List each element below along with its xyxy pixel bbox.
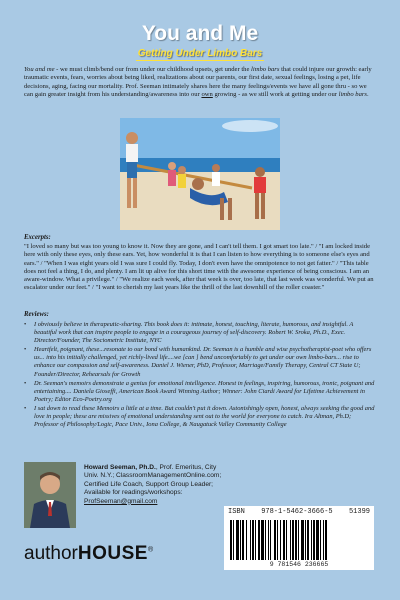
review-item (24, 405, 376, 429)
author-bio (84, 464, 230, 506)
blurb-end: . (367, 90, 369, 98)
limbo-beach-photo (120, 118, 280, 230)
book-blurb (24, 66, 376, 99)
review-text: Dr. Seeman's memoirs demonstrate a genius for emotional intelligence. Honest in feelings, inspiring, humorous, ironic, poignant and entertaining.... Daniela Gioseffi, American Book Award Winning Author; Winner: John Ciardi Award for Lifetime Achievement in Poetry; Editor Eco-Poetry.org (34, 379, 375, 403)
blurb-part1: - we must climb/bend our from under our childhood upsets, get under the (54, 66, 252, 73)
blurb-own: own (201, 90, 213, 98)
review-text: Heartfelt, poignant, these...resonate to our bond with humankind. Dr. Seeman is a humble and wise psychotherapist-poet who offers us... into his initially challenged, yet richly-lived life....we [can ] bend uncomfortably to get under our own limbo-bars... rise to enhance our compassion and self-awareness. Daniel J. Wiener, PhD, Professor, Marriage/Family Therapy, Central CT State U; Founder/Director, Rehearsals for Growth (34, 346, 372, 378)
bullet-icon: • (24, 321, 27, 328)
book-subtitle: Getting Under Limbo Bars (137, 48, 263, 59)
publisher-logo (24, 543, 153, 565)
blurb-limbo2: limbo bars (338, 90, 368, 98)
review-item (24, 346, 376, 378)
barcode-bars (230, 520, 368, 560)
publisher-suffix: HOUSE (77, 543, 148, 564)
author-name: Howard Seeman, Ph.D. (84, 464, 156, 471)
reviews-list (24, 321, 376, 430)
barcode-digits: 9 781546 236665 (269, 561, 329, 568)
review-text: I obviously believe in therapeutic-sharing. This book does it: intimate, honest, touching, literate, humorous, and insightful. A beautiful work that can inspire people to engage in a courageous journey of self-discovery. Robert W. Sroka, Ph.D., Exec. Director/Founder, The Sociometric Institute, NYC (34, 321, 354, 345)
author-photo (24, 462, 76, 528)
blurb-limbo1: limbo bars (251, 66, 280, 73)
subtitle-underline (136, 60, 264, 61)
isbn-barcode (224, 506, 374, 570)
excerpts-text: "I loved so many but was too young to know it. Now they are gone, and I can't tell them. I got smart too late." / "I am locked inside here with only these eyes, only these ears. Yet, how wonderful it is that I can listen to how everything is to someone else's eyes and ears." / "When I was eight years old I was sure I could fly. Today, I don't even have the omnipotence to not get fatter." / "This table does not feel a thing, I do, and plenty. I am lit up alive for this short time with the awesome experience of being conscious. I am an aware-window. What a privilege." / "We realize each week, after that week is over, too late, that last week was wonderful. We put an escalator under our feet." / "I want to cherish my last years like the thrill of the last downhill of the roller coaster." (24, 243, 374, 292)
review-item (24, 380, 376, 404)
isbn-number: 978-1-5462-3666-5 (261, 508, 333, 516)
review-text: I sat down to read these Memoirs a little at a time. But couldn't put it down. Astonishingly open, honest, always seeking the good and love in people; these are missives of emotional understanding sent out to the world for everyone to catch. Ira Altman, Ph.D; Professor of Philosophy/Logic, Pace Univ., Iona College, & Naugatuck Valley Community College (34, 404, 375, 429)
blurb-part2: that could injure our growth: early traumatic events, fears, worries about being liked, realizations about our parents, our first date, sexual feelings, losing a pet, life decisions, aging, facing our mortality. Prof. Seeman intimately shares here the many feelings/events we have all gone thru - so we can gain greater insight from his understanding/awareness into our (24, 66, 372, 98)
bullet-icon: • (24, 404, 27, 412)
excerpts-heading: Excerpts: (24, 234, 51, 241)
price-code: 51399 (348, 508, 370, 516)
blurb-lead: You and me (24, 66, 55, 73)
publisher-prefix: author (24, 543, 78, 564)
reviews-heading: Reviews: (24, 311, 49, 318)
registered-mark: ® (147, 546, 154, 554)
author-email-link[interactable]: ProfSeeman@gmail.com (84, 497, 158, 505)
isbn-line (228, 508, 370, 516)
isbn-label: ISBN (228, 508, 245, 516)
review-item (24, 321, 376, 345)
bullet-icon: • (24, 346, 27, 354)
blurb-part3: growing - as we still work at getting under our (212, 90, 339, 98)
book-title: You and Me (141, 22, 259, 45)
author-details: , Prof. Emeritus, City Univ. N.Y.; ClassroomManagementOnline.com; Certified Life Coach, Support Group Leader; Available for readings/workshops: (84, 464, 222, 497)
bullet-icon: • (24, 379, 27, 387)
